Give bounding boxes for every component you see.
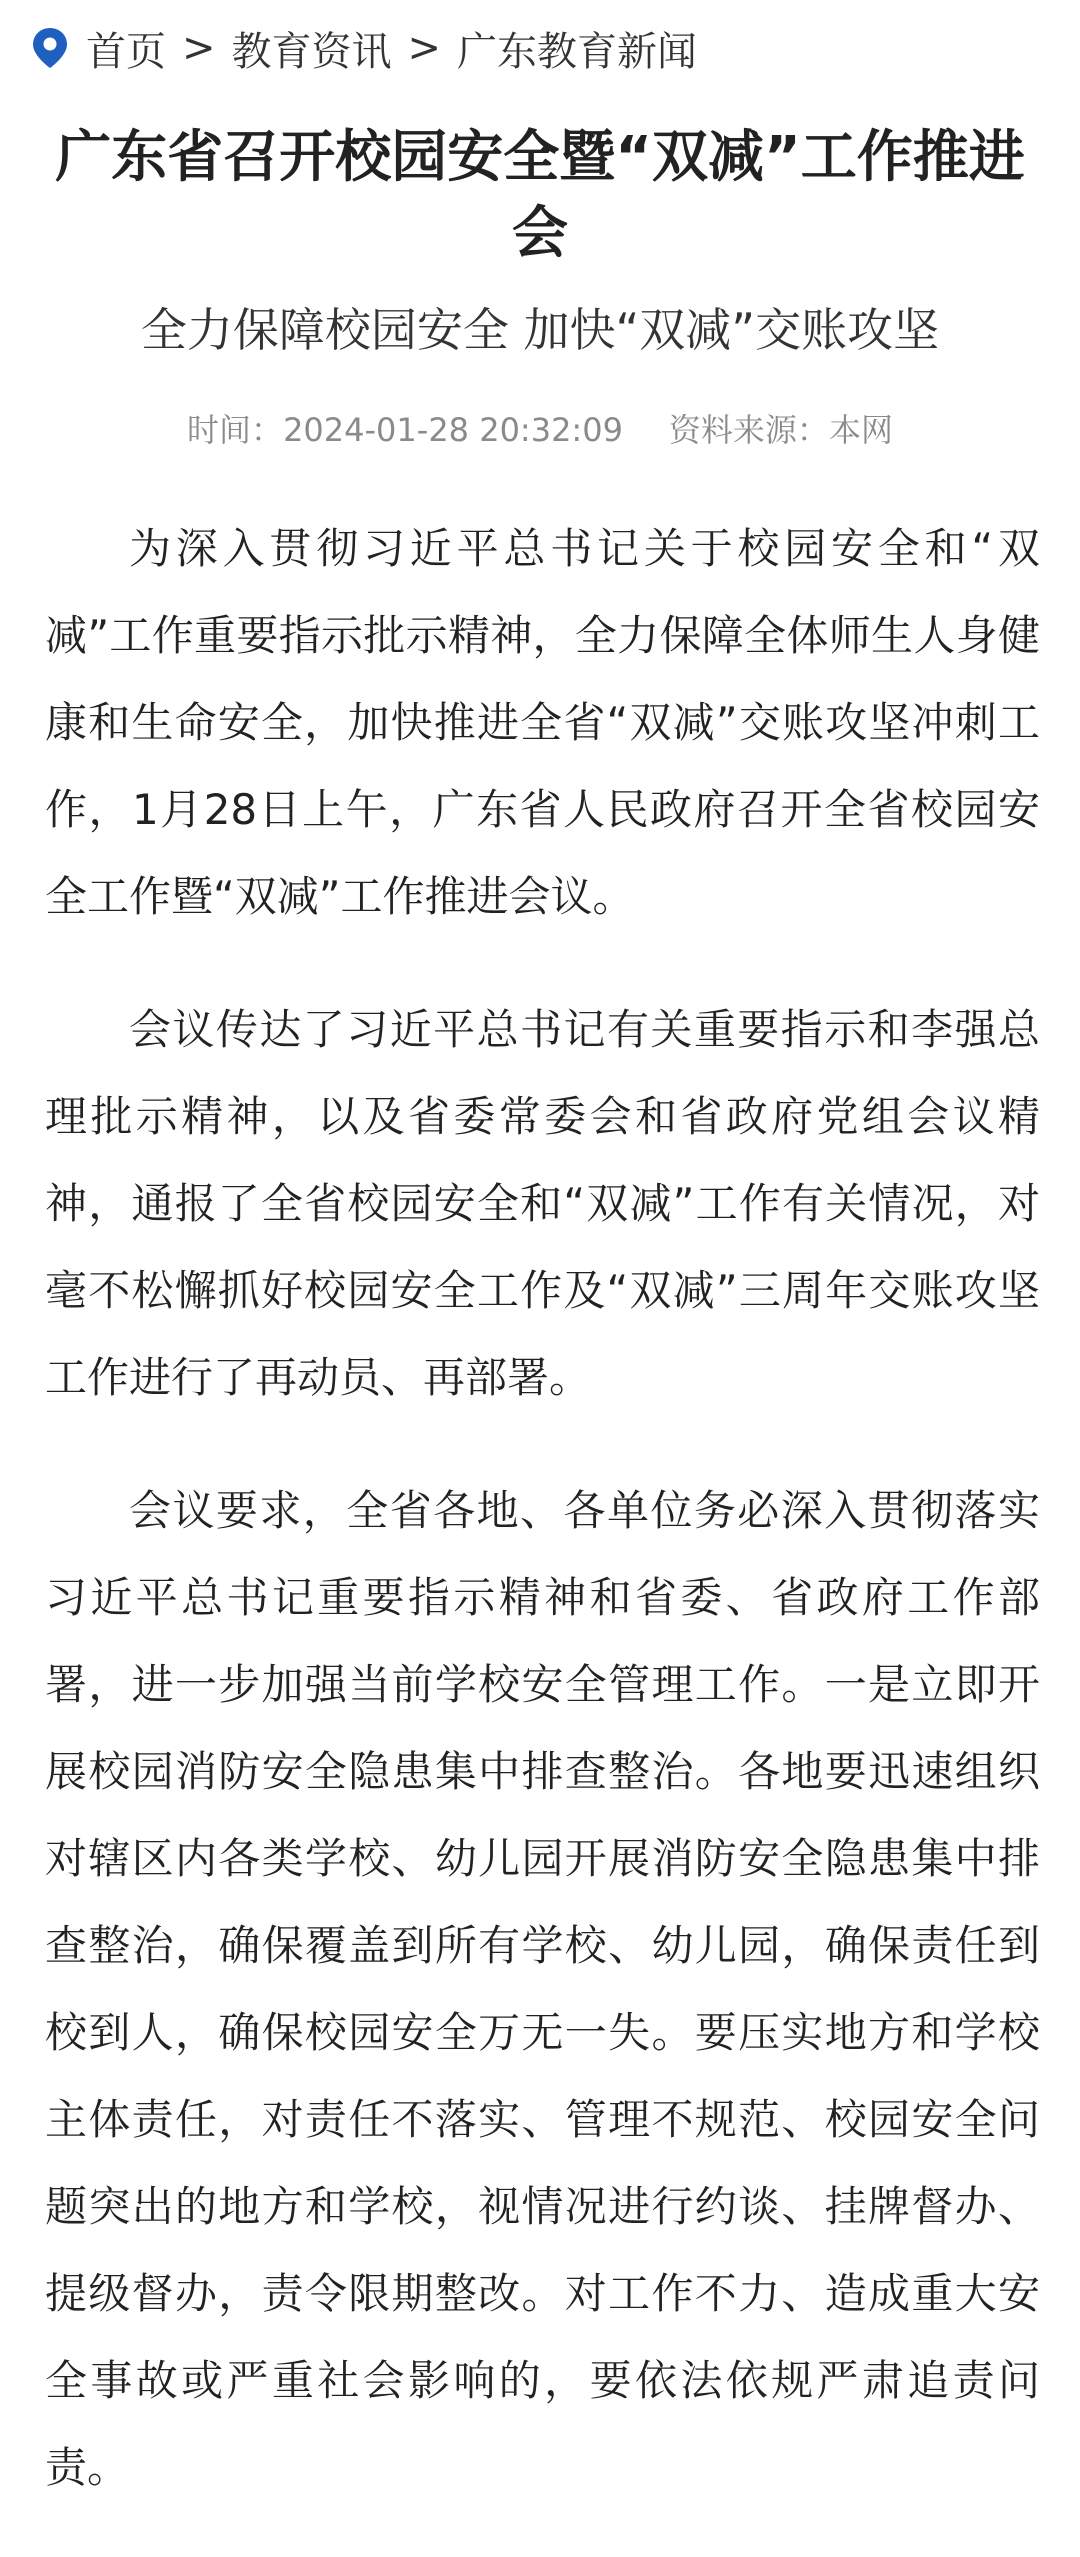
breadcrumb-separator: > <box>182 25 216 71</box>
breadcrumb-separator: > <box>407 25 442 71</box>
source-label: 资料来源： <box>668 411 829 449</box>
breadcrumb-home-link[interactable]: 首页 <box>86 28 166 75</box>
breadcrumb-section-link[interactable]: 教育资讯 <box>231 28 392 75</box>
article-paragraph: 为深入贯彻习近平总书记关于校园安全和“双减”工作重要指示批示精神，全力保障全体师生人身健康和生命安全，加快推进全省“双减”交账攻坚冲刺工作，1月28日上午，广东省人民政府召开全省校园安全工作暨“双减”工作推进会议。 <box>45 524 1040 921</box>
article-meta <box>40 405 1040 455</box>
publish-time: 2024-01-28 20:32:09 <box>283 411 623 449</box>
source-value: 本网 <box>828 411 893 449</box>
breadcrumb-current-link[interactable]: 广东教育新闻 <box>457 28 698 75</box>
article-paragraph: 会议传达了习近平总书记有关重要指示和李强总理批示精神，以及省委常委会和省政府党组会议精神，通报了全省校园安全和“双减”工作有关情况，对毫不松懈抓好校园安全工作及“双减”三周年交账攻坚工作进行了再动员、再部署。 <box>45 1005 1040 1402</box>
article-body <box>45 505 1040 2557</box>
location-pin-icon <box>30 26 70 70</box>
time-label: 时间： <box>187 411 284 449</box>
article-title: 广东省召开校园安全暨“双减”工作推进会 <box>55 125 1025 266</box>
breadcrumb <box>30 18 697 78</box>
article-paragraph: 会议要求，全省各地、各单位务必深入贯彻落实习近平总书记重要指示精神和省委、省政府工作部署，进一步加强当前学校安全管理工作。一是立即开展校园消防安全隐患集中排查整治。各地要迅速组织对辖区内各类学校、幼儿园开展消防安全隐患集中排查整治，确保覆盖到所有学校、幼儿园，确保责任到校到人，确保校园安全万无一失。要压实地方和学校主体责任，对责任不落实、管理不规范、校园安全问题突出的地方和学校，视情况进行约谈、挂牌督办、提级督办，责令限期整改。对工作不力、造成重大安全事故或严重社会影响的，要依法依规严肃追责问责。 <box>45 1486 1040 2492</box>
article-subtitle: 全力保障校园安全 加快“双减”交账攻坚 <box>140 303 940 357</box>
